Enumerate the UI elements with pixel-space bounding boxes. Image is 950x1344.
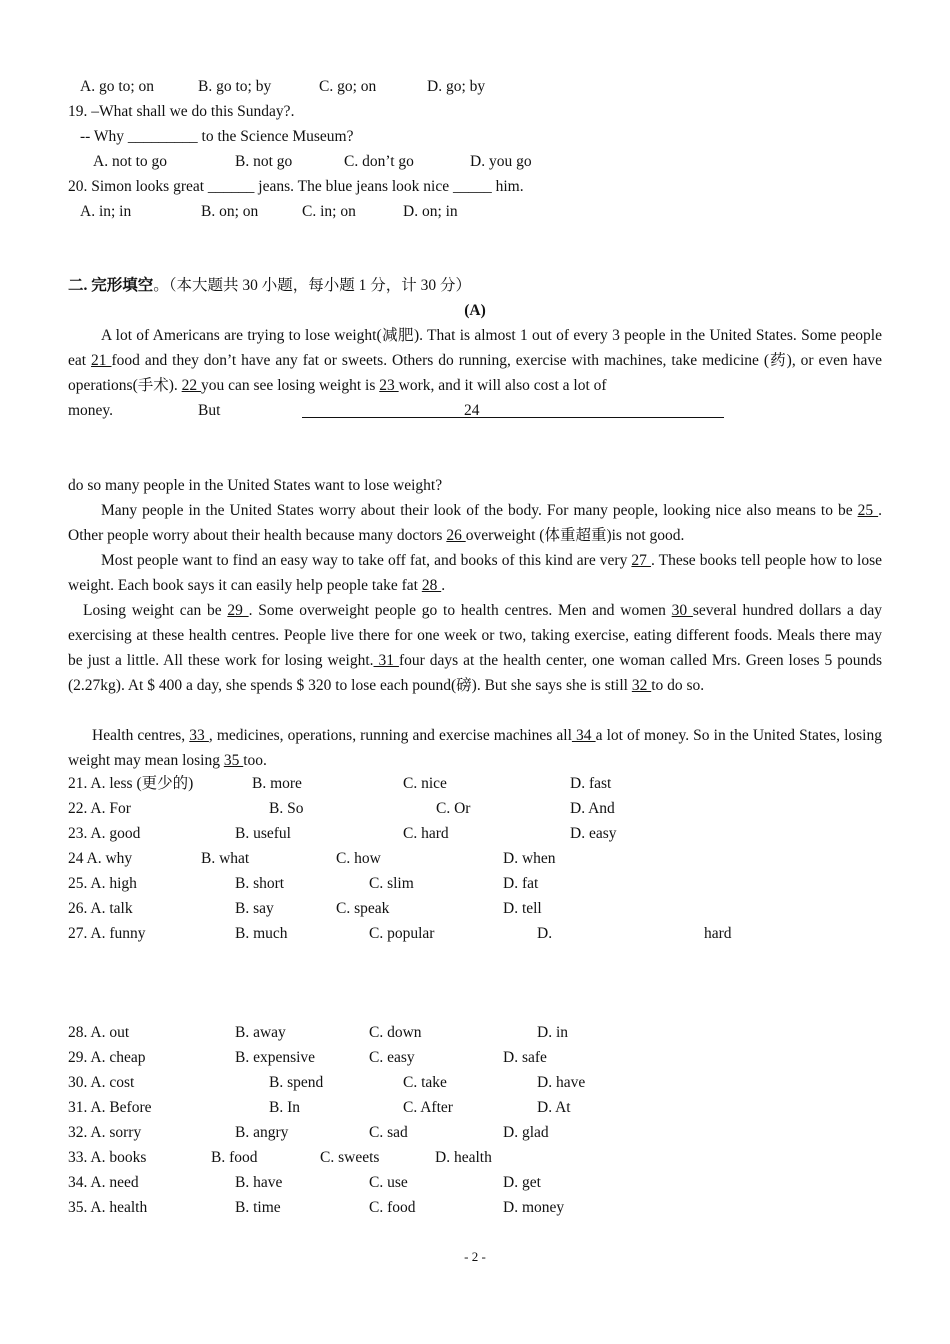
section-note: 。（本大题共 30 小题，每小题 1 分，计 30 分） xyxy=(153,277,472,294)
passage-text: . xyxy=(441,577,446,594)
option-28-d: D. in xyxy=(537,1024,568,1041)
option-27-d-label: D. xyxy=(537,925,553,942)
option-24-d: D. when xyxy=(503,850,556,867)
blank-32: 32 xyxy=(631,677,652,694)
option-32-d: D. glad xyxy=(503,1124,549,1141)
option-24-c: C. how xyxy=(336,850,381,867)
passage-text: food and they don’t have any fat or sweets. Others do running, exercise with machines, take medicine (药), or even have operations(手术). xyxy=(68,352,882,394)
q18-option-c: C. go; on xyxy=(319,78,377,95)
blank-24-line xyxy=(302,398,724,418)
option-35-c: C. food xyxy=(369,1199,416,1216)
option-35-b: B. time xyxy=(235,1199,281,1216)
passage-paragraph-1 xyxy=(68,323,882,398)
blank-34: 34 xyxy=(571,727,596,744)
option-23-a: 23. A. good xyxy=(68,825,141,842)
option-23-c: C. hard xyxy=(403,825,449,842)
q18-option-b: B. go to; by xyxy=(198,78,272,95)
blank-33: 33 xyxy=(189,727,209,744)
part-label: (A) xyxy=(464,302,486,319)
option-30-c: C. take xyxy=(403,1074,447,1091)
option-30-d: D. have xyxy=(537,1074,586,1091)
blank-22: 22 xyxy=(181,377,202,394)
option-31-d: D. At xyxy=(537,1099,571,1116)
section-title: 二. 完形填空 xyxy=(68,277,154,294)
q18-option-a: A. go to; on xyxy=(80,78,155,95)
option-32-b: B. angry xyxy=(235,1124,289,1141)
blank-35: 35 xyxy=(223,752,244,769)
passage-text: Most people want to find an easy way to take off fat, and books of this kind are very xyxy=(101,552,632,569)
passage-text: several hundred dollars a day exercising at these health centres. People live there for one week or two, taking exercise, eating different foods. Meals there may be just a little. All these work for losing weight. xyxy=(68,602,882,669)
option-22-d: D. And xyxy=(570,800,615,817)
option-29-c: C. easy xyxy=(369,1049,415,1066)
passage-text: , medicines, operations, running and exercise machines all xyxy=(208,727,572,744)
q19-stem-reply: -- Why _________ to the Science Museum? xyxy=(80,128,354,145)
option-29-b: B. expensive xyxy=(235,1049,316,1066)
option-23-d: D. easy xyxy=(570,825,617,842)
q20-option-b: B. on; on xyxy=(201,203,259,220)
option-28-b: B. away xyxy=(235,1024,286,1041)
passage-text: . Some overweight people go to health centres. Men and women xyxy=(248,602,672,619)
option-27-c: C. popular xyxy=(369,925,435,942)
passage-word-money: money. xyxy=(68,402,114,419)
passage-word-but: But xyxy=(198,402,221,419)
option-29-d: D. safe xyxy=(503,1049,547,1066)
passage-text: overweight (体重超重)is not good. xyxy=(465,527,685,544)
option-33-b: B. food xyxy=(211,1149,258,1166)
option-21-a: 21. A. less (更少的) xyxy=(68,775,194,792)
option-22-a: 22. A. For xyxy=(68,800,131,817)
option-29-a: 29. A. cheap xyxy=(68,1049,146,1066)
option-21-c: C. nice xyxy=(403,775,447,792)
option-24-a: 24 A. why xyxy=(68,850,133,867)
option-26-c: C. speak xyxy=(336,900,390,917)
option-33-c: C. sweets xyxy=(320,1149,380,1166)
option-30-b: B. spend xyxy=(269,1074,324,1091)
q20-option-a: A. in; in xyxy=(80,203,132,220)
passage-text: you can see losing weight is xyxy=(201,377,380,394)
option-22-b: B. So xyxy=(269,800,304,817)
q19-option-a: A. not to go xyxy=(93,153,168,170)
blank-30: 30 xyxy=(671,602,693,619)
option-31-a: 31. A. Before xyxy=(68,1099,152,1116)
q19-option-c: C. don’t go xyxy=(344,153,414,170)
passage-text: A lot of Americans are trying to lose weight(减肥). That is almost 1 out of every 3 people in the United States. Some people eat xyxy=(68,327,882,369)
passage-text: Many people in the United States worry about their look of the body. For many people, looking nice also means to be xyxy=(101,502,858,519)
passage-paragraph-5 xyxy=(68,723,882,773)
blank-29: 29 xyxy=(227,602,249,619)
option-31-c: C. After xyxy=(403,1099,453,1116)
option-23-b: B. useful xyxy=(235,825,291,842)
page-number: - 2 - xyxy=(464,1249,486,1264)
blank-24: 24 xyxy=(464,402,480,419)
option-31-b: B. In xyxy=(269,1099,300,1116)
blank-26: 26 xyxy=(446,527,466,544)
option-25-c: C. slim xyxy=(369,875,414,892)
blank-23: 23 xyxy=(379,377,399,394)
blank-31: 31 xyxy=(373,652,399,669)
passage-text: four days at the health center, one woman called Mrs. Green loses 5 pounds (2.27kg). At $ 400 a day, she spends $ 320 to lose each pound(磅). But she says she is still xyxy=(68,652,883,694)
q19-stem: 19. –What shall we do this Sunday?. xyxy=(68,103,295,120)
option-33-d: D. health xyxy=(435,1149,492,1166)
q19-option-b: B. not go xyxy=(235,153,293,170)
option-22-c: C. Or xyxy=(436,800,471,817)
option-34-b: B. have xyxy=(235,1174,283,1191)
q20-stem: 20. Simon looks great ______ jeans. The blue jeans look nice _____ him. xyxy=(68,178,524,195)
option-25-b: B. short xyxy=(235,875,285,892)
option-30-a: 30. A. cost xyxy=(68,1074,135,1091)
blank-27: 27 xyxy=(631,552,651,569)
q19-option-d: D. you go xyxy=(470,153,532,170)
q20-option-d: D. on; in xyxy=(403,203,458,220)
option-32-c: C. sad xyxy=(369,1124,408,1141)
option-35-a: 35. A. health xyxy=(68,1199,148,1216)
passage-continuation: do so many people in the United States want to lose weight? xyxy=(68,477,443,494)
option-25-a: 25. A. high xyxy=(68,875,137,892)
option-27-d: hard xyxy=(704,925,732,942)
blank-21: 21 xyxy=(91,352,112,369)
option-26-d: D. tell xyxy=(503,900,542,917)
option-28-c: C. down xyxy=(369,1024,422,1041)
option-27-b: B. much xyxy=(235,925,288,942)
passage-text: Health centres, xyxy=(92,727,190,744)
option-27-a: 27. A. funny xyxy=(68,925,146,942)
q18-option-d: D. go; by xyxy=(427,78,486,95)
option-35-d: D. money xyxy=(503,1199,565,1216)
passage-text: . Other people worry about their health because many doctors xyxy=(68,502,882,544)
option-21-b: B. more xyxy=(252,775,302,792)
blank-28: 28 xyxy=(421,577,442,594)
passage-paragraph-2 xyxy=(68,498,882,548)
passage-text: Losing weight can be xyxy=(83,602,228,619)
passage-text: too. xyxy=(243,752,267,769)
option-28-a: 28. A. out xyxy=(68,1024,130,1041)
option-25-d: D. fat xyxy=(503,875,539,892)
option-21-d: D. fast xyxy=(570,775,612,792)
option-26-a: 26. A. talk xyxy=(68,900,133,917)
option-34-a: 34. A. need xyxy=(68,1174,139,1191)
option-33-a: 33. A. books xyxy=(68,1149,147,1166)
passage-paragraph-4 xyxy=(68,598,882,698)
passage-text: a lot of money. So in the United States, losing weight may mean losing xyxy=(68,727,882,769)
passage-text: . These books tell people how to lose weight. Each book says it can easily help people take fat xyxy=(68,552,883,594)
passage-paragraph-3 xyxy=(68,548,882,598)
option-24-b: B. what xyxy=(201,850,250,867)
passage-text: work, and it will also cost a lot of xyxy=(398,377,607,394)
passage-text: to do so. xyxy=(651,677,705,694)
section-heading xyxy=(68,276,471,296)
option-34-c: C. use xyxy=(369,1174,408,1191)
option-26-b: B. say xyxy=(235,900,274,917)
option-32-a: 32. A. sorry xyxy=(68,1124,142,1141)
blank-25: 25 xyxy=(857,502,879,519)
q20-option-c: C. in; on xyxy=(302,203,356,220)
option-34-d: D. get xyxy=(503,1174,541,1191)
